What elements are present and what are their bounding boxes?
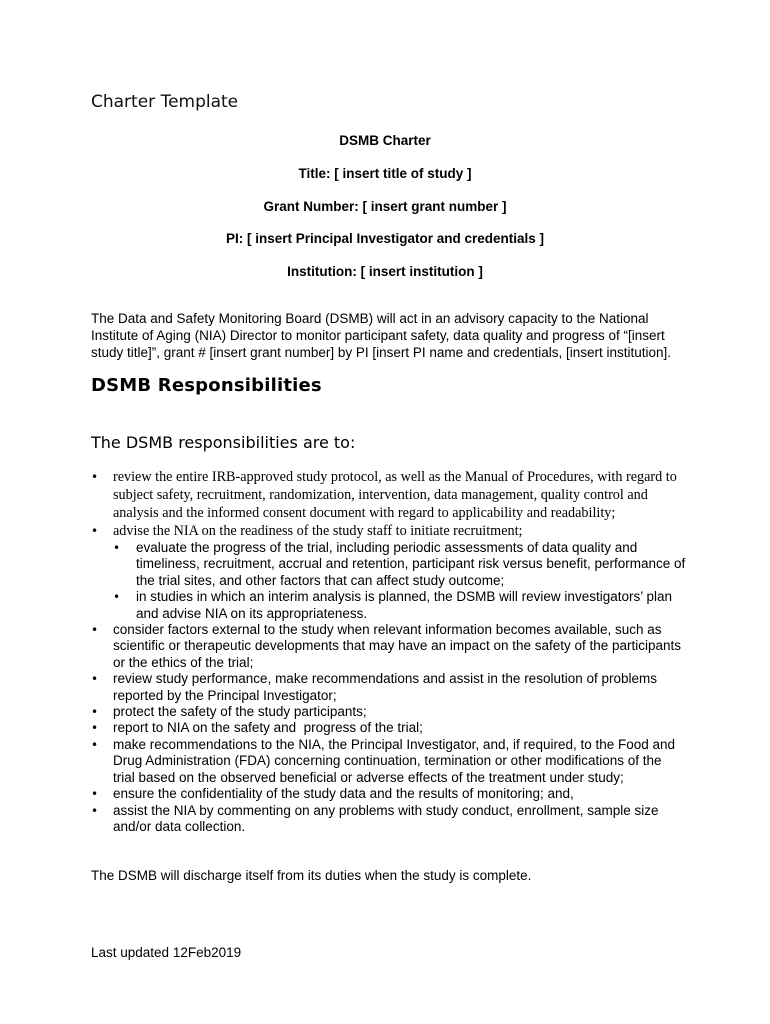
grant-number-line: Grant Number: [ insert grant number ] bbox=[263, 199, 507, 214]
list-item bbox=[91, 786, 687, 802]
list-item-text: ensure the confidentiality of the study data and the results of monitoring; and, bbox=[113, 786, 574, 802]
list-item bbox=[91, 522, 687, 622]
list-item-text: advise the NIA on the readiness of the study staff to initiate recruitment; bbox=[113, 523, 523, 539]
list-item bbox=[91, 720, 687, 736]
bullet-icon: • bbox=[91, 705, 99, 720]
bullet-icon: • bbox=[113, 590, 121, 605]
bullet-icon: • bbox=[91, 470, 99, 484]
bullet-icon: • bbox=[91, 672, 99, 687]
institution-line: Institution: [ insert institution ] bbox=[287, 264, 483, 279]
bullet-icon: • bbox=[113, 541, 121, 555]
principal-investigator-line: PI: [ insert Principal Investigator and credentials ] bbox=[225, 231, 545, 246]
list-item-text: protect the safety of the study participants; bbox=[113, 704, 367, 720]
responsibilities-list bbox=[91, 468, 687, 835]
bullet-icon: • bbox=[91, 737, 99, 752]
list-item-text: report to NIA on the safety and progress of the trial; bbox=[113, 720, 423, 736]
list-item-text: review study performance, make recommendations and assist in the resolution of problems reported by the Principal Investigator; bbox=[113, 671, 658, 703]
intro-paragraph: The Data and Safety Monitoring Board (DSMB) will act in an advisory capacity to the National Institute of Aging (NIA) Director to monitor participant safety, data quality and progress of “[insert study title]”, grant # [insert grant number] by PI [insert PI name and credentials, [insert institution]. bbox=[91, 310, 672, 360]
list-item bbox=[91, 671, 687, 704]
document-label: Charter Template bbox=[91, 92, 239, 112]
list-item bbox=[91, 622, 687, 671]
last-updated-footer: Last updated 12Feb2019 bbox=[91, 945, 242, 960]
bullet-icon: • bbox=[91, 623, 99, 638]
sub-list-item bbox=[113, 540, 687, 589]
list-item-text: review the entire IRB-approved study protocol, as well as the Manual of Procedures, with regard to subject safety, recruitment, randomization, intervention, data management, quality control and analysis and the informed consent document with regard to applicability and readability; bbox=[113, 469, 677, 521]
sub-list-item-text: evaluate the progress of the trial, including periodic assessments of data quality and timeliness, recruitment, accrual and retention, participant risk versus benefit, performance of the trial sites, and other factors that can affect study outcome; bbox=[136, 540, 686, 588]
list-item-text: consider factors external to the study when relevant information becomes available, such as scientific or therapeutic developments that may have an impact on the safety of the participants or the ethics of the trial; bbox=[113, 622, 682, 670]
list-item-text: assist the NIA by commenting on any problems with study conduct, enrollment, sample size and/or data collection. bbox=[113, 802, 659, 834]
sub-list-item-text: in studies in which an interim analysis is planned, the DSMB will review investigators’ plan and advise NIA on its appropriateness. bbox=[136, 589, 672, 621]
section-heading: DSMB Responsibilities bbox=[91, 375, 322, 396]
bullet-icon: • bbox=[91, 524, 99, 538]
bullet-icon: • bbox=[91, 721, 99, 736]
bullet-icon: • bbox=[91, 787, 99, 802]
list-item bbox=[91, 803, 687, 836]
list-item bbox=[91, 468, 687, 522]
list-item bbox=[91, 737, 687, 786]
list-item bbox=[91, 704, 687, 720]
charter-title: DSMB Charter bbox=[339, 133, 431, 148]
sub-list-item bbox=[113, 589, 687, 622]
list-item-text: make recommendations to the NIA, the Principal Investigator, and, if required, to the Food and Drug Administration (FDA) concerning continuation, termination or other modifications of the trial based on the observed beneficial or adverse effects of the treatment under study; bbox=[113, 736, 676, 785]
study-title-line: Title: [ insert title of study ] bbox=[298, 166, 472, 181]
sub-responsibilities-list bbox=[113, 540, 687, 622]
bullet-icon: • bbox=[91, 803, 99, 818]
closing-paragraph: The DSMB will discharge itself from its duties when the study is complete. bbox=[91, 868, 532, 883]
responsibilities-intro: The DSMB responsibilities are to: bbox=[91, 433, 356, 452]
